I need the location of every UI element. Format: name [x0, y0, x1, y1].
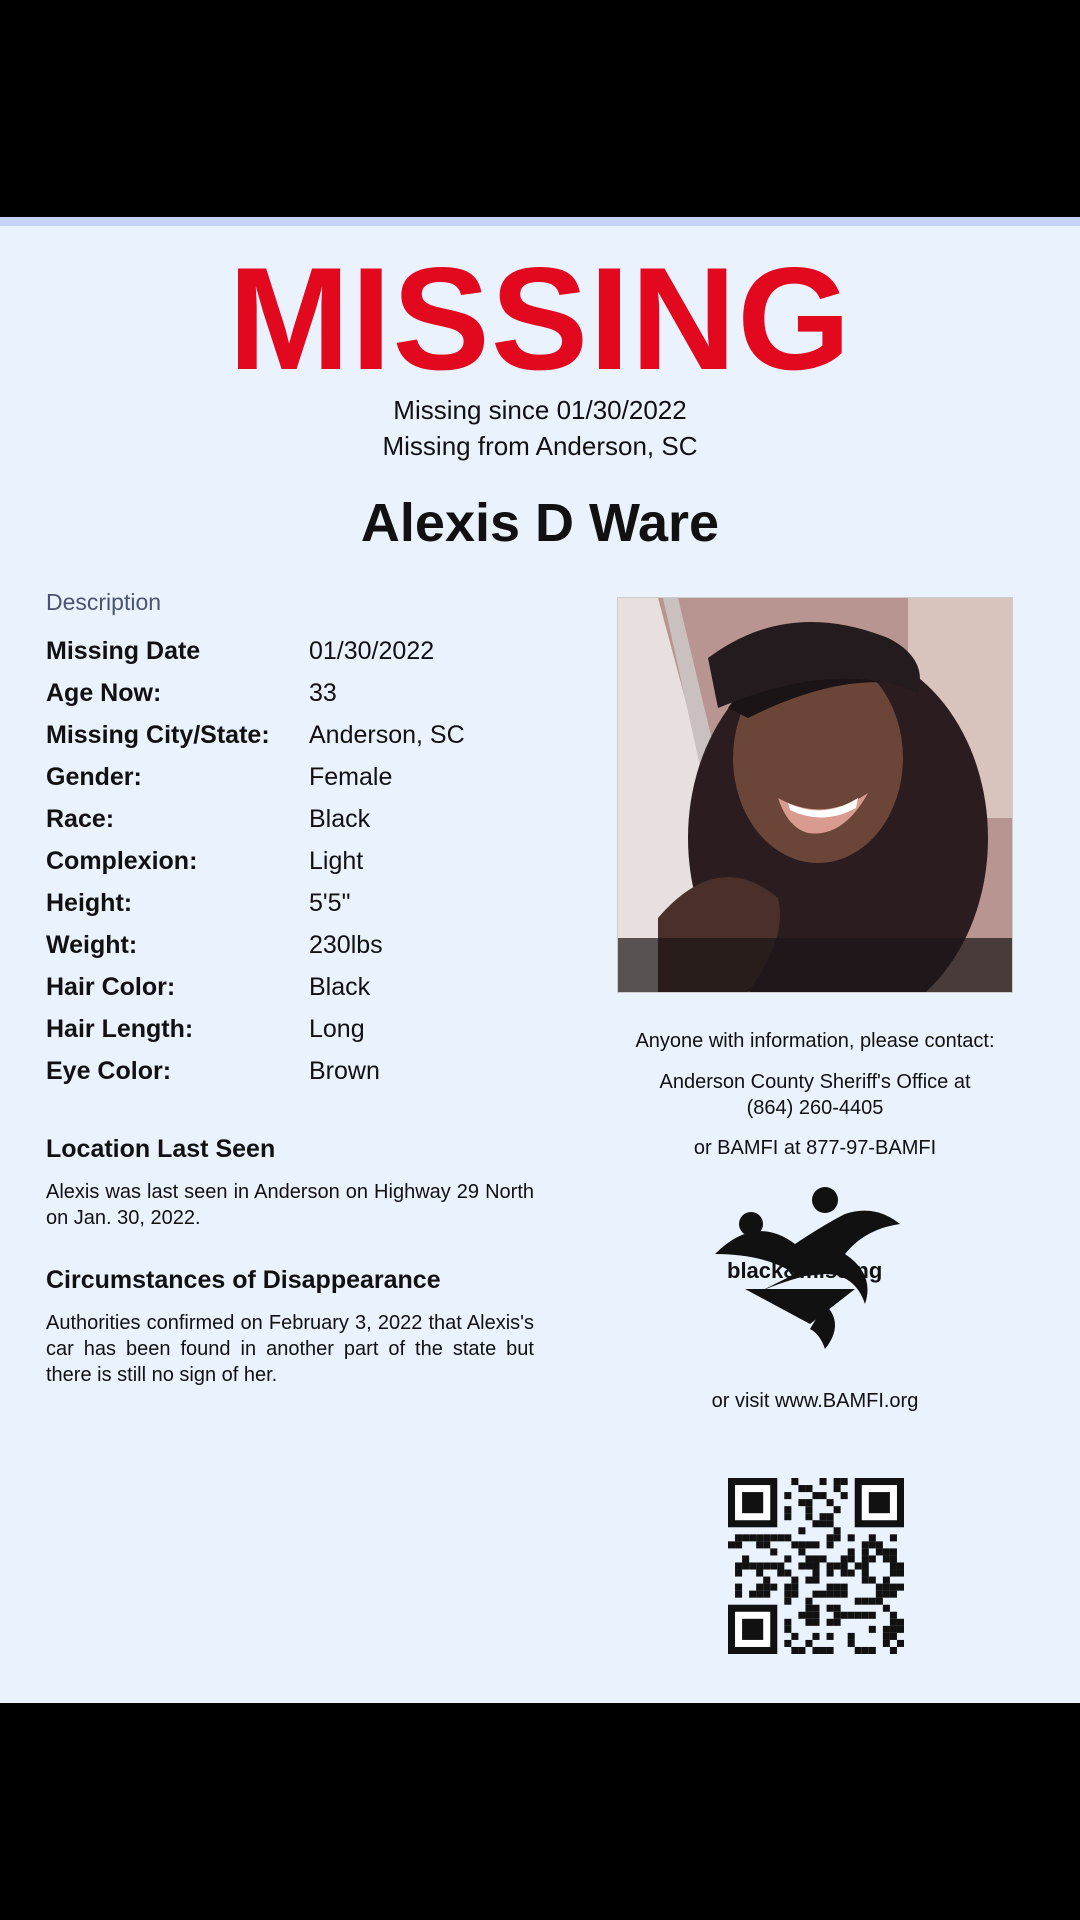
detail-label: Hair Length:: [46, 1015, 194, 1043]
detail-label: Hair Color:: [46, 973, 176, 1001]
contact-sheriff-line2: (864) 260-4405: [746, 1097, 884, 1119]
visit-link: or visit www.BAMFI.org: [711, 1390, 919, 1412]
detail-value: 01/30/2022: [309, 637, 435, 665]
detail-row: [46, 761, 566, 803]
detail-row: [46, 803, 566, 845]
detail-value: Black: [309, 805, 371, 833]
detail-label: Eye Color:: [46, 1057, 172, 1085]
detail-row: [46, 1013, 566, 1055]
detail-row: [46, 845, 566, 887]
detail-value: Light: [309, 847, 364, 875]
detail-row: [46, 971, 566, 1013]
qr-code: [728, 1478, 904, 1654]
contact-intro: Anyone with information, please contact:: [635, 1030, 995, 1052]
detail-label: Gender:: [46, 763, 142, 791]
detail-row: [46, 677, 566, 719]
detail-row: [46, 1055, 566, 1097]
detail-value: 230lbs: [309, 931, 383, 959]
contact-bamfi: or BAMFI at 877-97-BAMFI: [693, 1137, 937, 1159]
detail-value: Brown: [309, 1057, 380, 1085]
detail-label: Race:: [46, 805, 115, 833]
missing-poster: [0, 217, 1080, 1703]
detail-value: Anderson, SC: [309, 721, 465, 749]
location-title: Location Last Seen: [46, 1135, 276, 1163]
detail-label: Weight:: [46, 931, 138, 959]
bamfi-logo: [715, 1184, 905, 1354]
detail-value: Female: [309, 763, 393, 791]
detail-label: Height:: [46, 889, 133, 917]
detail-value: 5'5": [309, 889, 351, 917]
detail-label: Missing City/State:: [46, 721, 270, 749]
detail-label: Complexion:: [46, 847, 198, 875]
missing-since-text: Missing since 01/30/2022: [393, 395, 687, 425]
detail-row: [46, 719, 566, 761]
svg-text:black&missing: black&missing: [727, 1258, 883, 1283]
description-label: Description: [46, 589, 162, 615]
circumstances-body: Authorities confirmed on February 3, 2022 that Alexis's car has been found in another part of the state but there is still no sign of her.: [46, 1312, 534, 1386]
missing-from-text: Missing from Anderson, SC: [382, 431, 698, 461]
detail-row: [46, 929, 566, 971]
person-name: Alexis D Ware: [360, 493, 720, 553]
missing-headline: MISSING: [228, 237, 852, 400]
detail-label: Missing Date: [46, 637, 201, 665]
detail-value: 33: [309, 679, 337, 707]
detail-row: [46, 635, 566, 677]
location-body: Alexis was last seen in Anderson on Highway 29 North on Jan. 30, 2022.: [46, 1181, 534, 1229]
circumstances-title: Circumstances of Disappearance: [46, 1266, 441, 1294]
contact-sheriff-line1: Anderson County Sheriff's Office at: [659, 1071, 971, 1093]
detail-row: [46, 887, 566, 929]
detail-value: Black: [309, 973, 371, 1001]
person-photo: [617, 597, 1013, 993]
detail-value: Long: [309, 1015, 365, 1043]
detail-label: Age Now:: [46, 679, 162, 707]
